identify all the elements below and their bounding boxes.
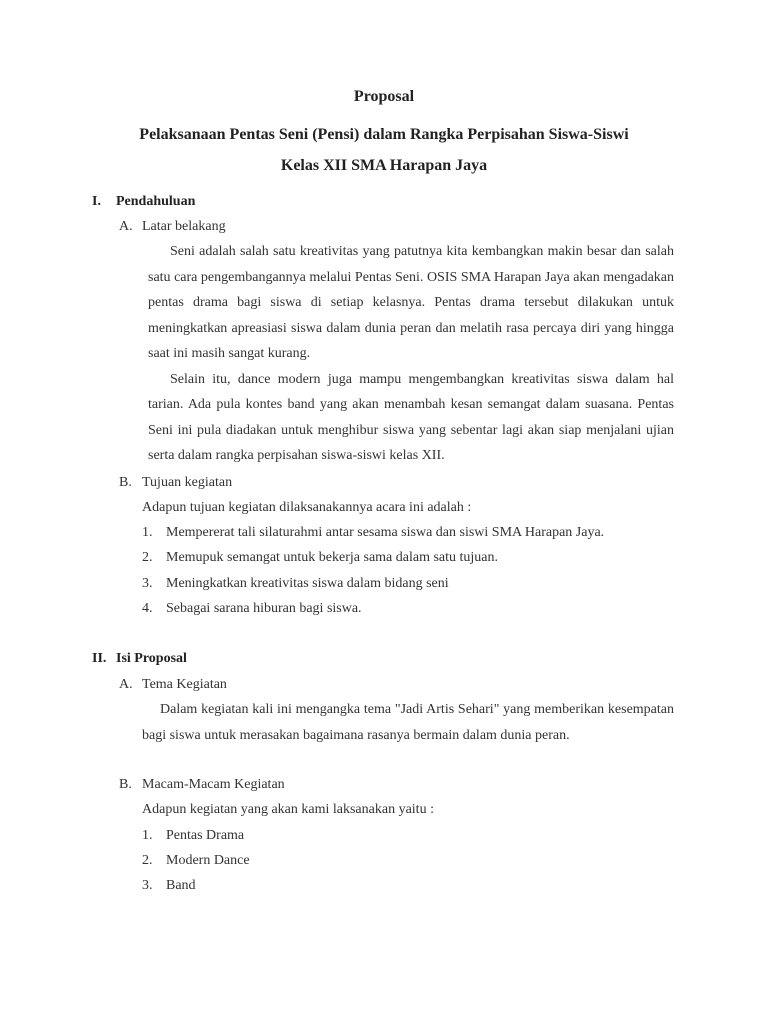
list-item: Mempererat tali silaturahmi antar sesama siswa dan siswi SMA Harapan Jaya. [166, 525, 605, 540]
subsection-heading-macam-kegiatan: Macam-Macam Kegiatan [142, 777, 285, 792]
subsection-letter: A. [119, 677, 133, 692]
list-item: Memupuk semangat untuk bekerja sama dalam satu tujuan. [166, 550, 499, 565]
section-numeral: I. [92, 194, 101, 209]
latar-belakang-text [148, 239, 674, 469]
list-item: Modern Dance [166, 853, 250, 868]
paragraph: Seni adalah salah satu kreativitas yang patutnya kita kembangkan makin besar dan salah satu cara pengembangannya melalui Pentas Seni. OSIS SMA Harapan Jaya akan mengadakan pentas drama bagi siswa di setiap kelasnya. Pentas drama tersebut dilakukan untuk meningkatkan apreasiasi siswa dalam dunia peran dan melatih rasa percaya diri yang hingga saat ini masih sangat kurang. [148, 244, 674, 361]
section-numeral: II. [92, 651, 107, 666]
list-item-number: 2. [142, 550, 153, 565]
subsection-letter: B. [119, 777, 132, 792]
document-subtitle-line-1: Pelaksanaan Pentas Seni (Pensi) dalam Rangka Perpisahan Siswa-Siswi [139, 126, 629, 143]
paragraph: Dalam kegiatan kali ini mengangka tema "Jadi Artis Sehari" yang memberikan kesempatan bagi siswa untuk merasakan bagaimana rasanya bermain dalam dunia peran. [142, 702, 674, 743]
list-item-number: 2. [142, 853, 153, 868]
subsection-heading-tujuan-kegiatan: Tujuan kegiatan [142, 475, 233, 490]
list-item-number: 4. [142, 601, 153, 616]
list-item-number: 1. [142, 828, 153, 843]
list-item-number: 3. [142, 878, 153, 893]
document-title: Proposal [353, 88, 415, 105]
section-heading-pendahuluan: Pendahuluan [116, 194, 196, 209]
subsection-letter: B. [119, 475, 132, 490]
list-item: Band [166, 878, 196, 893]
tema-kegiatan-text [142, 697, 674, 748]
tujuan-intro: Adapun tujuan kegiatan dilaksanakannya acara ini adalah : [142, 500, 472, 515]
list-item-number: 1. [142, 525, 153, 540]
list-item: Meningkatkan kreativitas siswa dalam bidang seni [166, 576, 449, 591]
list-item: Pentas Drama [166, 828, 245, 843]
subsection-letter: A. [119, 219, 133, 234]
section-heading-isi-proposal: Isi Proposal [116, 651, 187, 666]
list-item: Sebagai sarana hiburan bagi siswa. [166, 601, 362, 616]
list-item-number: 3. [142, 576, 153, 591]
macam-kegiatan-intro: Adapun kegiatan yang akan kami laksanakan yaitu : [142, 802, 434, 817]
subsection-heading-latar-belakang: Latar belakang [142, 219, 226, 234]
document-subtitle-line-2: Kelas XII SMA Harapan Jaya [280, 157, 488, 174]
subsection-heading-tema-kegiatan: Tema Kegiatan [142, 677, 227, 692]
paragraph: Selain itu, dance modern juga mampu mengembangkan kreativitas siswa dalam hal tarian. Ada pula kontes band yang akan menambah kesan semangat dalam suasana. Pentas Seni ini pula diadakan untuk menghibur siswa yang sebentar lagi akan siap menjalani ujian serta dalam rangka perpisahan siswa-siswi kelas XII. [148, 371, 674, 463]
